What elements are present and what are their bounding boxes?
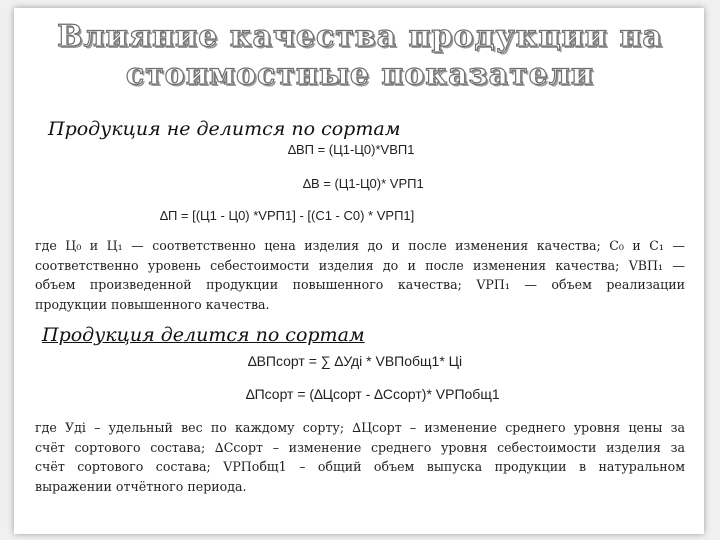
formula-delta-p-grade: ∆Псорт = (∆Цсорт - ∆Ссорт)* VРПобщ1 — [246, 386, 500, 402]
page-title — [0, 18, 720, 94]
section-heading-no-grades: Продукция не делится по сортам — [48, 118, 401, 140]
title-line-1: Влияние качества продукции на — [57, 19, 663, 54]
explanation-line: счёт сортового состава; VРПобщ1 – общий объем выпуска продукции в натуральном — [35, 459, 685, 474]
explanation-line: продукции повышенного качества. — [35, 296, 270, 312]
section-heading-with-grades: Продукция делится по сортам — [42, 324, 365, 346]
explanation-line: соответственно уровень себестоимости изделия до и после изменения качества; VВП₁ — — [35, 257, 685, 273]
formula-delta-vp: ∆ВП = (Ц1-Ц0)*VВП1 — [288, 142, 415, 157]
explanation-line: где Удi – удельный вес по каждому сорту; ∆Цсорт – изменение среднего уровня цены за — [35, 420, 685, 435]
explanation-line: где Ц₀ и Ц₁ — соответственно цена изделия до и после изменения качества; С₀ и С₁ — — [35, 238, 685, 253]
explanation-paragraph-2 — [35, 418, 685, 496]
formula-delta-p: ∆П = [(Ц1 - Ц0) *VРП1] - [(С1 - С0) * VРП1] — [160, 208, 415, 223]
explanation-line: счёт сортового состава; ∆Ссорт – изменение среднего уровня себестоимости изделия за — [35, 439, 685, 455]
explanation-paragraph-1 — [35, 236, 685, 314]
formula-delta-vp-grade: ∆ВПсорт = ∑ ∆Удi * VВПобщ1* Цi — [248, 353, 463, 369]
explanation-line: объем произведенной продукции повышенного качества; VРП₁ — объем реализации — [35, 277, 685, 292]
formula-delta-v: ∆В = (Ц1-Ц0)* VРП1 — [303, 176, 424, 191]
explanation-line: выражении отчётного периода. — [35, 478, 247, 494]
title-line-2: стоимостные показатели — [125, 57, 595, 92]
